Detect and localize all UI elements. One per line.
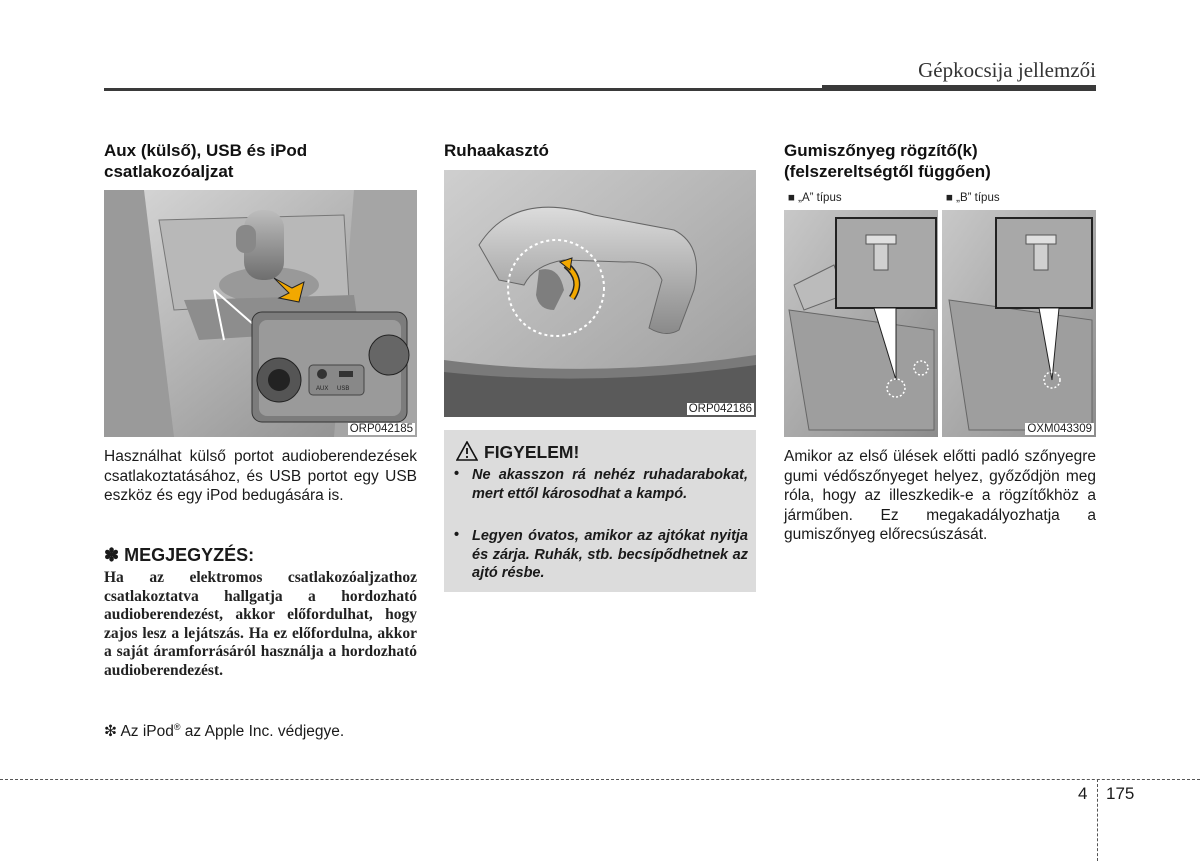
bullet: •	[454, 466, 460, 482]
aux-usb-description: Használhat külső portot audioberendezések csatlakoztatásához, és USB portot egy USB eszköz és egy iPod bedugására is.	[104, 448, 417, 504]
trademark-prefix: ❇ Az iPod	[104, 723, 174, 741]
warning-item: Legyen óvatos, amikor az ajtókat nyitja és zárja. Ruhák, stb. becsípődhetnek az ajtó résbe.	[472, 528, 748, 581]
header-rule-tab	[822, 85, 1096, 91]
figure-code: ORP042185	[349, 423, 413, 435]
floor-mat-heading: Gumiszőnyeg rögzítő(k) (felszereltségtől függően)	[784, 141, 991, 181]
coat-hook-illustration	[444, 170, 756, 417]
ipod-trademark	[104, 722, 344, 741]
type-a-label: ■ „A” típus	[788, 192, 842, 204]
footer-rule	[0, 779, 1200, 780]
note-text: Ha az elektromos csatlakozóaljzathoz csatlakoztatva hallgatja a hordozható audioberendezést, akkor előfordulhat, hogy zajos lesz a lejátszás. Ha ez előfordulna, akkor a saját áramforrásáról használja a hordozható audioberendezést.	[104, 569, 417, 679]
floor-mat-description: Amikor az első ülések előtti padló szőnyegre gumi védőszőnyeget helyez, győződjön meg róla, hogy az illeszkedik-e a rögzítőkhöz a járműben. Ez megakadályozhatja a gumiszőnyeg előrecsúszását.	[784, 448, 1096, 543]
console-illustration	[104, 190, 417, 437]
figure-code: OXM043309	[1027, 423, 1092, 435]
aux-usb-heading: Aux (külső), USB és iPod csatlakozóaljzat	[104, 141, 308, 181]
warning-box	[444, 430, 756, 592]
coat-hook-heading: Ruhaakasztó	[444, 141, 549, 160]
type-b-label: ■ „B” típus	[946, 192, 1000, 204]
warning-triangle-icon	[456, 441, 478, 461]
warning-item: Ne akasszon rá nehéz ruhadarabokat, mert ettől károsodhat a kampó.	[472, 467, 748, 502]
running-header: Gépkocsija jellemzői	[918, 58, 1096, 82]
registered-mark: ®	[173, 722, 181, 732]
aux-port-label: AUX	[316, 386, 329, 392]
usb-port-label: USB	[337, 386, 350, 392]
floor-mat-figure	[784, 190, 1096, 437]
figure-code: ORP042186	[688, 403, 752, 415]
footer-divider	[1097, 779, 1098, 861]
page-number: 175	[1106, 784, 1135, 803]
warning-title: FIGYELEM!	[484, 442, 580, 462]
floor-mat-illustration	[784, 190, 1096, 437]
aux-usb-figure	[104, 190, 417, 437]
bullet: •	[454, 527, 460, 543]
note-title: ✽ MEGJEGYZÉS:	[104, 545, 255, 565]
trademark-suffix: az Apple Inc. védjegye.	[180, 723, 345, 741]
coat-hook-figure	[444, 170, 756, 417]
chapter-number: 4	[1078, 784, 1088, 803]
